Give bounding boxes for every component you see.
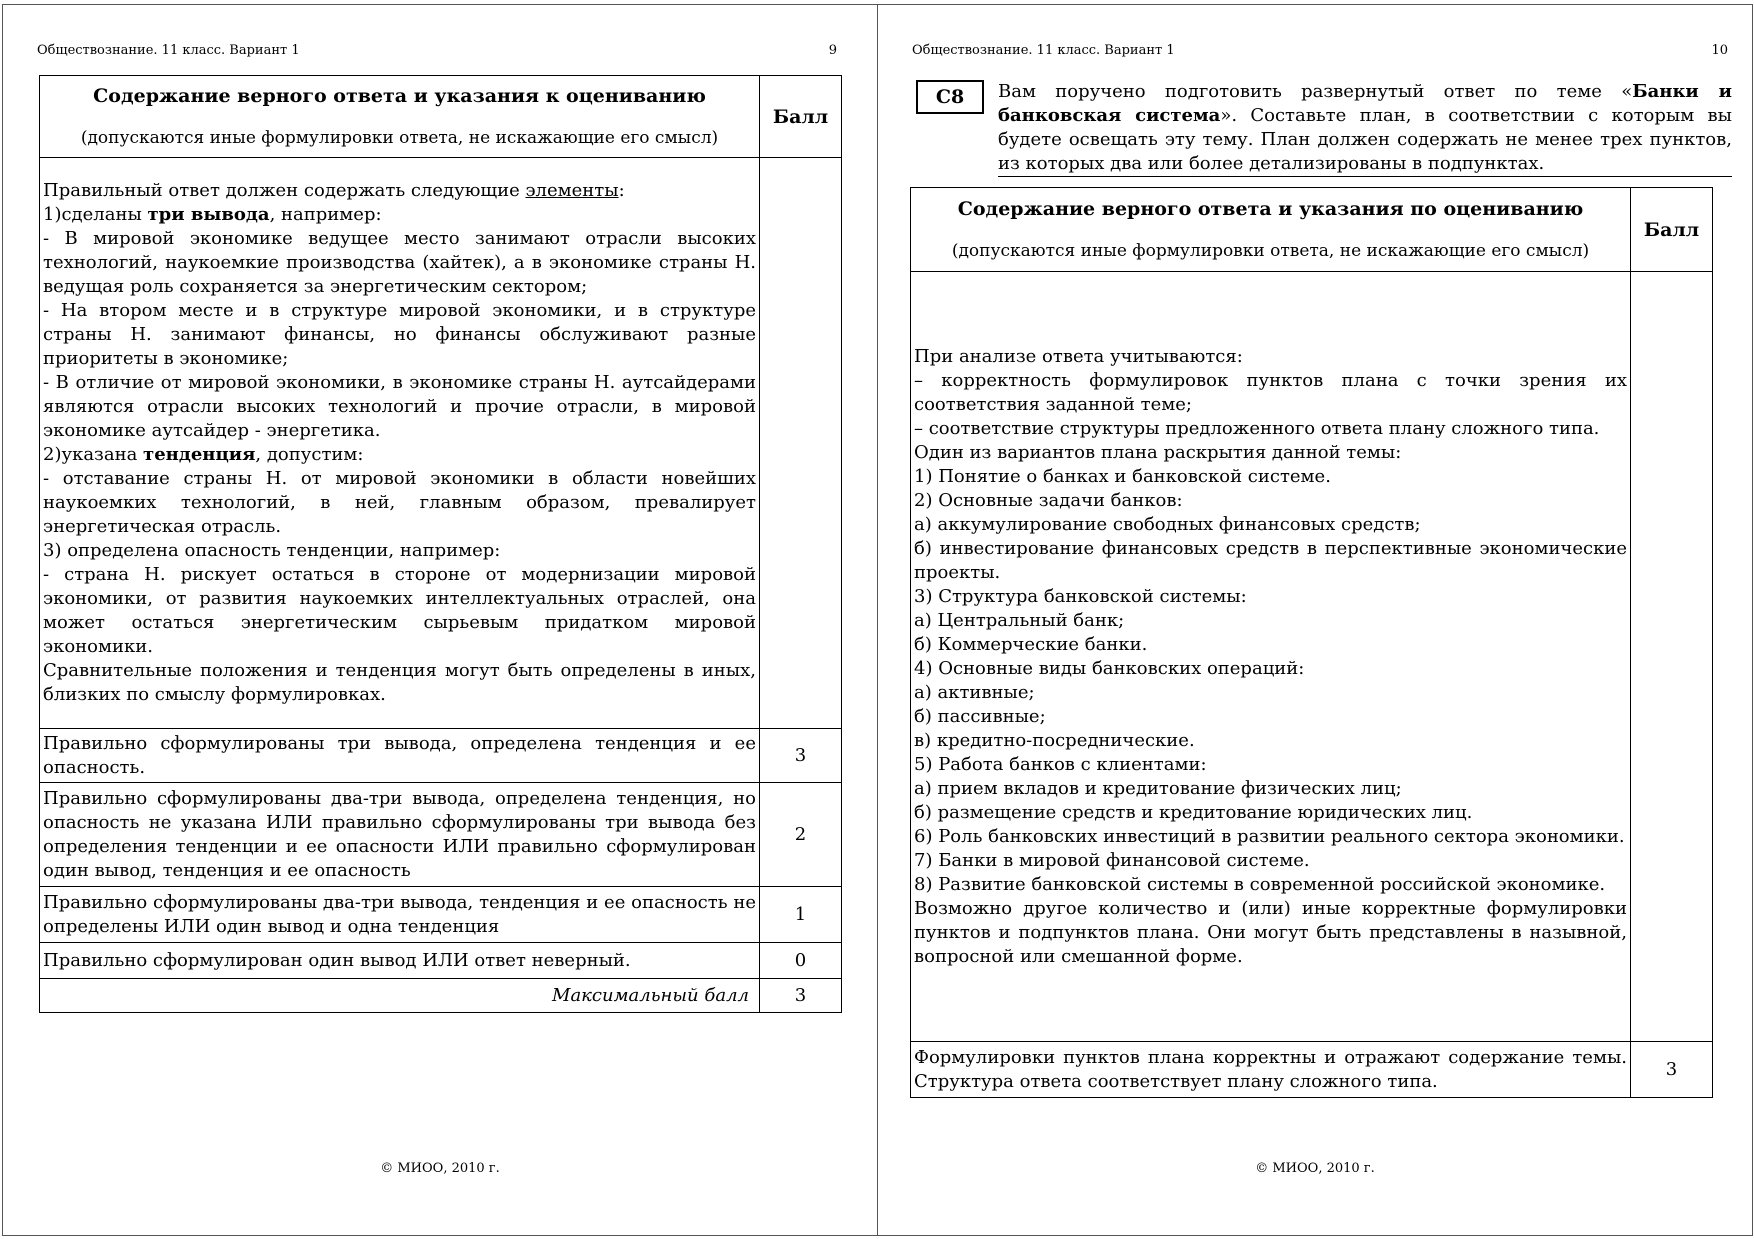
score-header: Балл — [760, 76, 842, 158]
plan-line: При анализе ответа учитываются: — [914, 345, 1243, 367]
criterion-text: Правильно сформулированы два-три вывода, тенденция и ее опасность не определены ИЛИ один вывод и одна тенденция — [40, 887, 760, 943]
page-10 — [877, 4, 1753, 1236]
table-header-row — [40, 76, 842, 158]
table-header-cell — [40, 76, 760, 158]
answer-content — [40, 158, 760, 729]
criterion-score: 3 — [1631, 1042, 1713, 1098]
plan-line: 7) Банки в мировой финансовой системе. — [914, 849, 1310, 871]
item-2-title: 2)указана тенденция, допустим: — [43, 444, 364, 465]
item-1-line: - В мировой экономике ведущее место занимают отрасли высоких технологий, наукоемкие производства (хайтек), а в экономике страны Н. ведущая роль сохраняется за энергетическим сектором; — [43, 228, 756, 297]
plan-line: а) активные; — [914, 681, 1035, 703]
plan-line: Возможно другое количество и (или) иные корректные формулировки пунктов и подпунктов плана. Они могут быть представлены в назывной, вопросной или смешанной форме. — [914, 897, 1627, 967]
criterion-row — [911, 1042, 1713, 1098]
answer-content-row — [40, 158, 842, 729]
plan-line: б) Коммерческие банки. — [914, 633, 1148, 655]
item-1-line: - На втором месте и в структуре мировой экономики, и в структуре страны Н. занимают финансы, но финансы обслуживают разные приоритеты в экономике; — [43, 300, 756, 369]
criterion-score: 1 — [760, 887, 842, 943]
plan-line: в) кредитно-посреднические. — [914, 729, 1195, 751]
plan-line: – корректность формулировок пунктов плана с точки зрения их соответствия заданной теме; — [914, 369, 1627, 415]
plan-line: Один из вариантов плана раскрытия данной темы: — [914, 441, 1402, 463]
plan-line: 5) Работа банков с клиентами: — [914, 753, 1207, 775]
table-header-cell — [911, 188, 1631, 272]
answer-intro: Правильный ответ должен содержать следующие элементы: — [43, 180, 625, 201]
plan-line: а) Центральный банк; — [914, 609, 1125, 631]
table-subtitle: (допускаются иные формулировки ответа, не искажающие его смысл) — [951, 240, 1590, 261]
plan-line: 8) Развитие банковской системы в современной российской экономике. — [914, 873, 1606, 895]
plan-line: – соответствие структуры предложенного ответа плану сложного типа. — [914, 417, 1600, 439]
plan-line: б) инвестирование финансовых средств в перспективные экономические проекты. — [914, 537, 1627, 583]
plan-line: 3) Структура банковской системы: — [914, 585, 1247, 607]
page-number: 10 — [1711, 43, 1728, 58]
table-title: Содержание верного ответа и указания к оцениванию — [93, 84, 706, 107]
running-header: Обществознание. 11 класс. Вариант 1 — [37, 43, 300, 58]
criterion-text: Правильно сформулированы два-три вывода, определена тенденция, но опасность не указана ИЛИ правильно сформулированы три вывода без определения тенденции и ее опасности ИЛИ правильно сформулирован один вывод, тенденция и ее опасность — [40, 783, 760, 887]
page-number: 9 — [828, 43, 837, 58]
max-score-row — [40, 979, 842, 1013]
plan-line: а) аккумулирование свободных финансовых средств; — [914, 513, 1421, 535]
plan-line: 2) Основные задачи банков: — [914, 489, 1183, 511]
table-subtitle: (допускаются иные формулировки ответа, не искажающие его смысл) — [80, 127, 719, 148]
table-header-row — [911, 188, 1713, 272]
item-3-line: - страна Н. рискует остаться в стороне от модернизации мировой экономики, от развития наукоемких интеллектуальных отраслей, она может остаться энергетическим сырьевым придатком мировой экономики. — [43, 564, 756, 657]
item-1-line: - В отличие от мировой экономики, в экономике страны Н. аутсайдерами являются отрасли высоких технологий и прочие отрасли, в мировой экономике аутсайдер - энергетика. — [43, 372, 756, 441]
item-3-title: 3) определена опасность тенденции, например: — [43, 540, 501, 561]
running-header: Обществознание. 11 класс. Вариант 1 — [912, 43, 1175, 58]
plan-line: б) размещение средств и кредитование юридических лиц. — [914, 801, 1473, 823]
criterion-row — [40, 783, 842, 887]
grading-table — [39, 75, 842, 1013]
empty-score-cell — [760, 158, 842, 729]
task-c8 — [916, 80, 1734, 180]
max-score-value: 3 — [760, 979, 842, 1013]
empty-score-cell — [1631, 272, 1713, 1042]
answer-note: Сравнительные положения и тенденция могут быть определены в иных, близких по смыслу формулировках. — [43, 660, 756, 705]
table-title: Содержание верного ответа и указания по оцениванию — [957, 197, 1584, 220]
criterion-row — [40, 943, 842, 979]
plan-line: 4) Основные виды банковских операций: — [914, 657, 1305, 679]
plan-line: 1) Понятие о банках и банковской системе. — [914, 465, 1331, 487]
score-header: Балл — [1631, 188, 1713, 272]
task-statement: Вам поручено подготовить развернутый ответ по теме «Банки и банковская система». Составьте план, в соответствии с которым вы будете освещать эту тему. План должен содержать не менее трех пунктов, из которых два или более детализированы в подпунктах. — [998, 80, 1732, 177]
answer-content-row — [911, 272, 1713, 1042]
item-1-title: 1)сделаны три вывода, например: — [43, 204, 382, 225]
criterion-row — [40, 729, 842, 783]
page-9 — [2, 4, 878, 1236]
plan-line: а) прием вкладов и кредитование физических лиц; — [914, 777, 1402, 799]
plan-line: б) пассивные; — [914, 705, 1046, 727]
plan-line: 6) Роль банковских инвестиций в развитии реального сектора экономики. — [914, 825, 1625, 847]
item-2-line: - отставание страны Н. от мировой экономики в области новейших наукоемких технологий, в ней, главным образом, превалирует энергетическая отрасль. — [43, 468, 756, 537]
criterion-row — [40, 887, 842, 943]
criterion-score: 3 — [760, 729, 842, 783]
criterion-text: Формулировки пунктов плана корректны и отражают содержание темы. Структура ответа соответствует плану сложного типа. — [911, 1042, 1631, 1098]
answer-content — [911, 272, 1631, 1042]
criterion-text: Правильно сформулирован один вывод ИЛИ ответ неверный. — [40, 943, 760, 979]
task-id-badge: C8 — [916, 80, 984, 114]
footer-copyright: © МИОО, 2010 г. — [380, 1161, 500, 1176]
grading-table — [910, 187, 1713, 1098]
footer-copyright: © МИОО, 2010 г. — [1255, 1161, 1375, 1176]
criterion-score: 0 — [760, 943, 842, 979]
criterion-score: 2 — [760, 783, 842, 887]
criterion-text: Правильно сформулированы три вывода, определена тенденция и ее опасность. — [40, 729, 760, 783]
max-score-label: Максимальный балл — [40, 979, 760, 1013]
